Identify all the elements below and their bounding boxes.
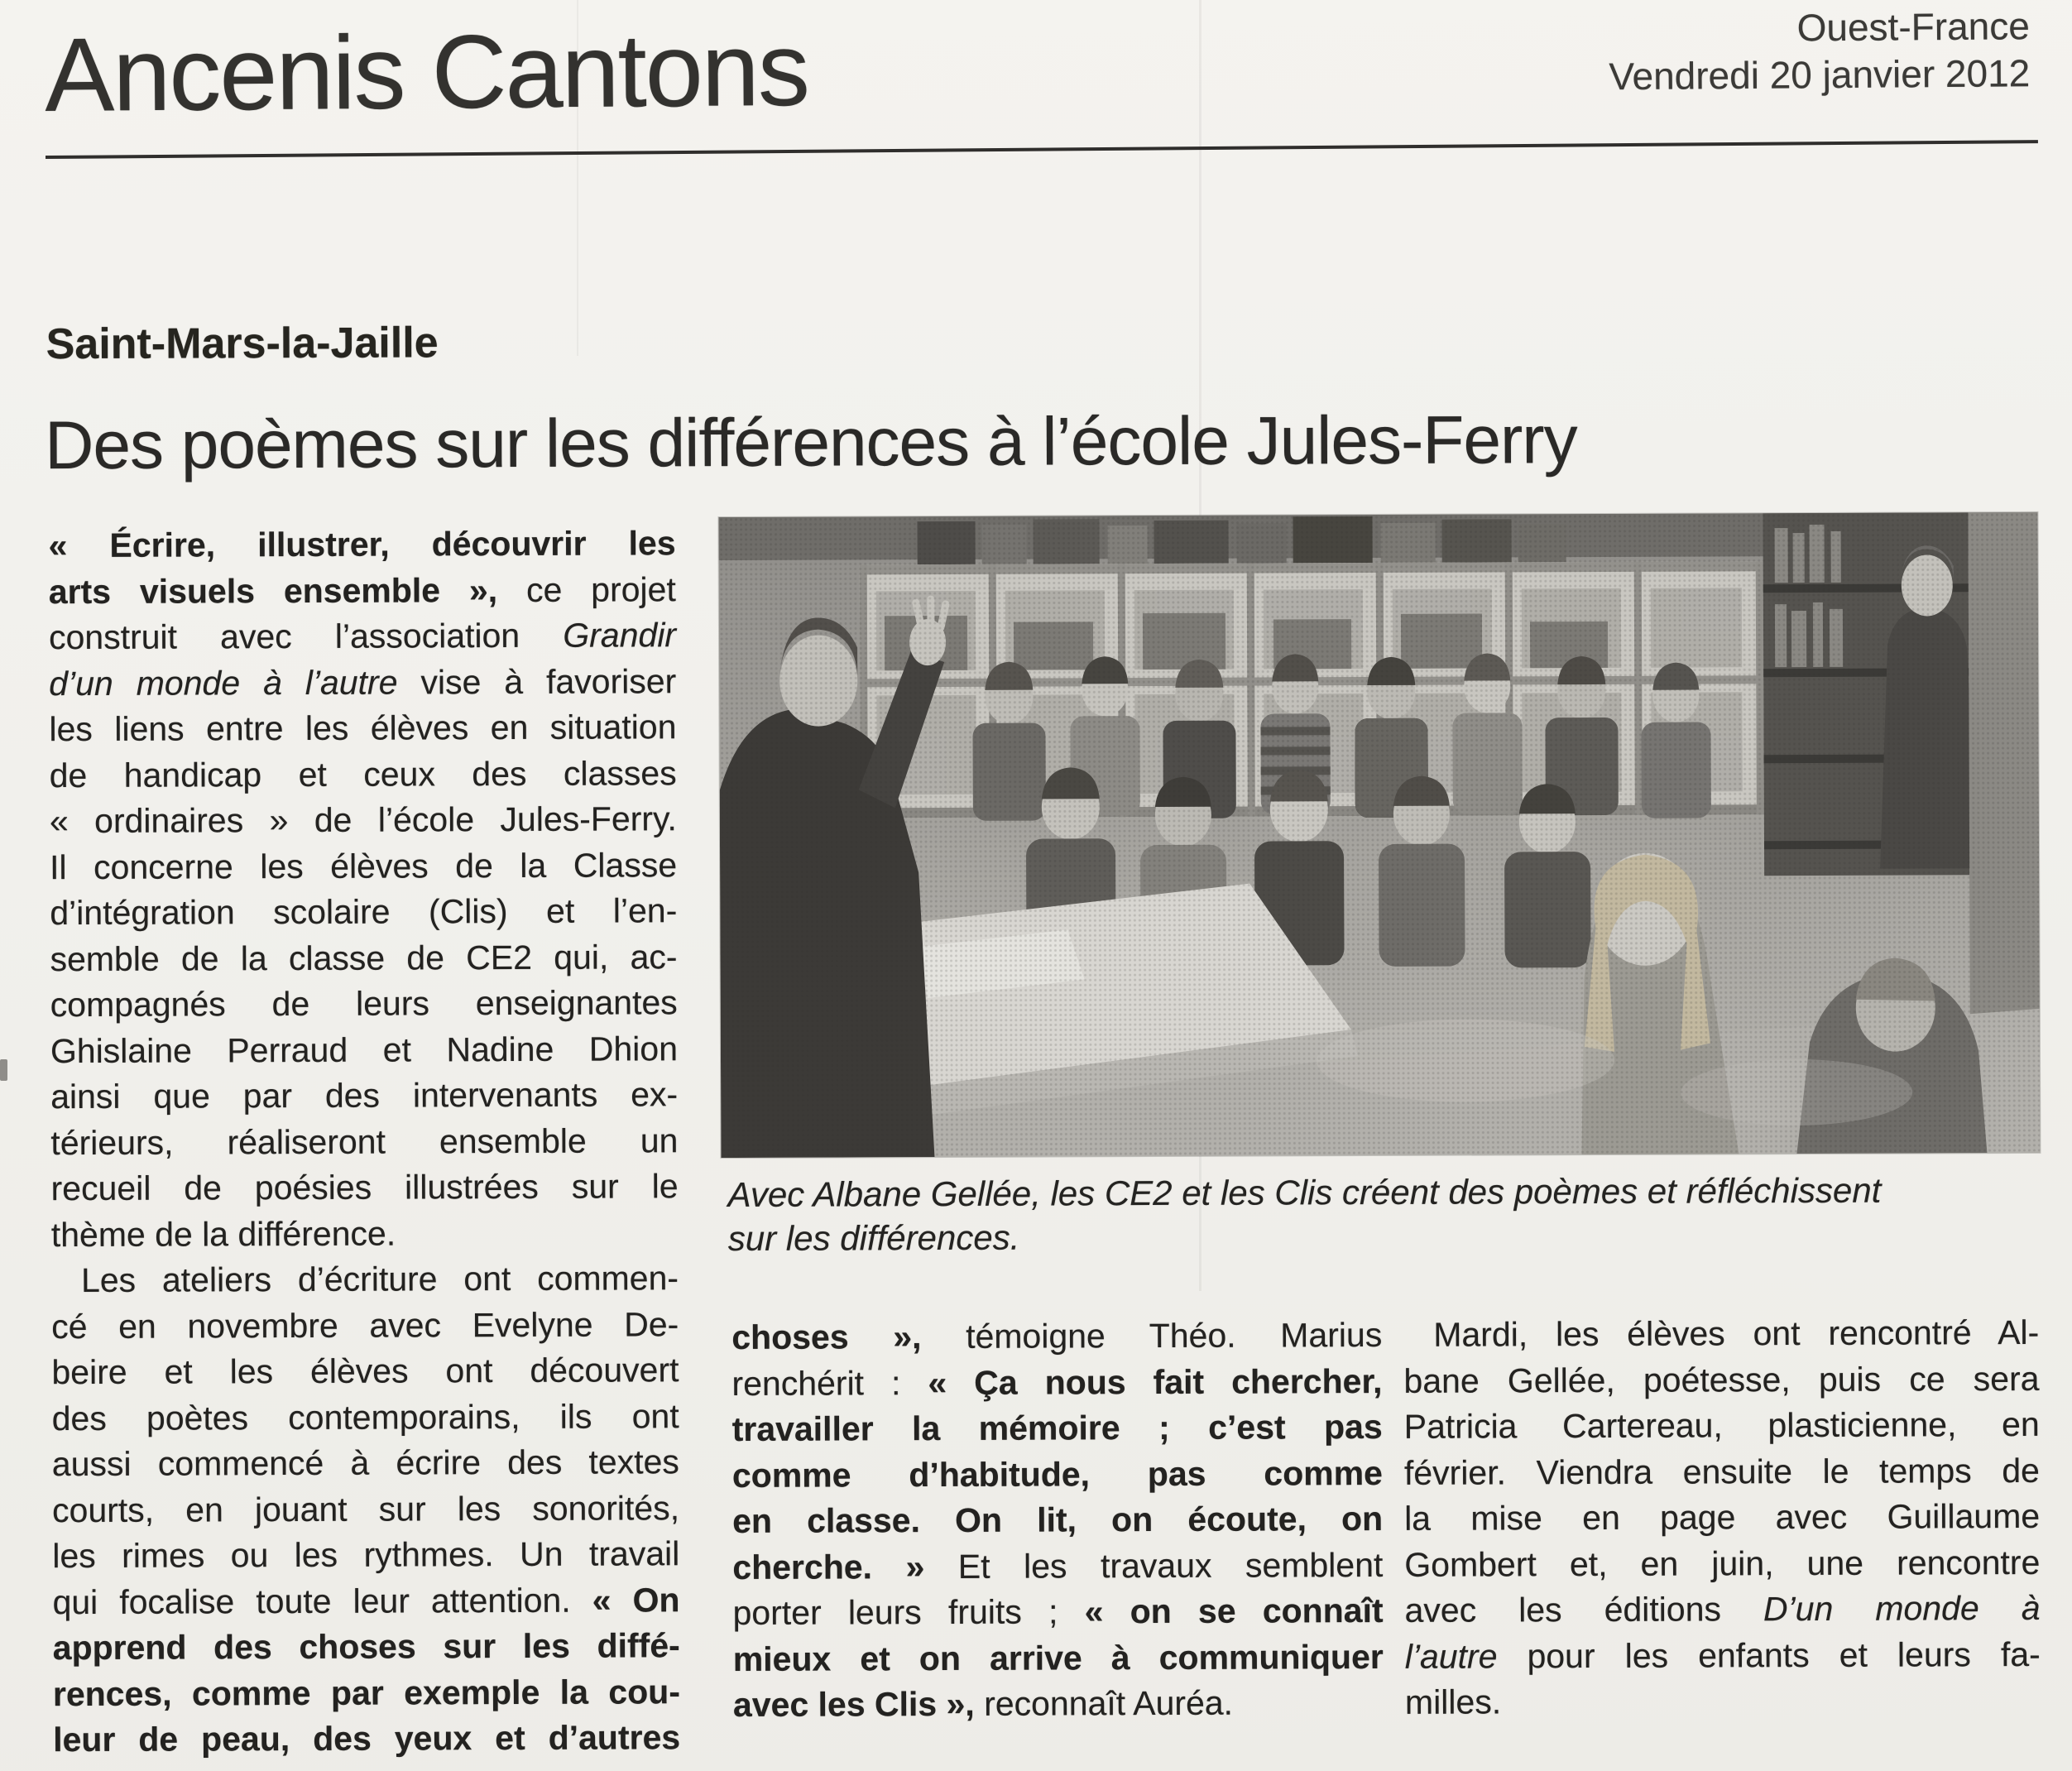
body-line: apprend des choses sur les diffé- <box>52 1626 680 1668</box>
body-line: choses », témoigne Théo. Marius <box>731 1315 1383 1356</box>
body-line: cé en novembre avec Evelyne De- <box>51 1304 679 1346</box>
body-line: des poètes contemporains, ils ont <box>51 1396 679 1437</box>
body-column-1 <box>49 521 681 1763</box>
body-line: Ghislaine Perraud et Nadine Dhion <box>50 1029 679 1070</box>
photo-caption-line: Avec Albane Gellée, les CE2 et les Clis créent des poèmes et réfléchissent <box>727 1170 1882 1215</box>
body-line: milles. <box>1404 1682 1502 1721</box>
body-line: avec les Clis », reconnaît Auréa. <box>732 1683 1234 1724</box>
body-line: en classe. On lit, on écoute, on <box>732 1499 1384 1540</box>
body-line: courts, en jouant sur les sonorités, <box>51 1488 680 1529</box>
body-line: « Écrire, illustrer, découvrir les <box>48 524 676 565</box>
body-line: février. Viendra ensuite le temps de <box>1403 1451 2041 1492</box>
body-line: mieux et on arrive à communiquer <box>732 1637 1384 1678</box>
body-line: compagnés de leurs enseignantes <box>50 983 678 1025</box>
photo-caption <box>728 1168 2039 1260</box>
body-line: Les ateliers d’écriture ont commen- <box>80 1259 679 1300</box>
body-line: arts visuels ensemble », ce projet <box>48 569 676 611</box>
body-line: leur de peau, des yeux et d’autres <box>53 1718 681 1759</box>
body-line: térieurs, réaliseront ensemble un <box>50 1121 679 1162</box>
body-line: les rimes ou les rythmes. Un travail <box>52 1534 680 1576</box>
body-line: Il concerne les élèves de la Classe <box>50 845 678 886</box>
body-line: de handicap et ceux des classes <box>49 753 677 794</box>
photo-caption-line: sur les différences. <box>727 1217 1020 1259</box>
classroom-photo-illustration <box>718 512 2040 1158</box>
body-line: l’autre pour les enfants et leurs fa- <box>1404 1634 2041 1676</box>
body-line: beire et les élèves ont découvert <box>51 1351 679 1392</box>
body-line: Mardi, les élèves ont rencontré Al- <box>1433 1313 2040 1354</box>
body-line: la mise en page avec Guillaume <box>1404 1496 2041 1538</box>
body-line: « ordinaires » de l’école Jules-Ferry. <box>49 799 677 841</box>
article-title: Des poèmes sur les différences à l’école Jules-Ferry <box>44 402 1577 484</box>
article-photo <box>718 512 2040 1158</box>
body-column-2 <box>731 1313 1384 1729</box>
body-line: renchérit : « Ça nous fait chercher, <box>731 1361 1383 1403</box>
body-line: qui focalise toute leur attention. « On <box>52 1580 680 1621</box>
body-line: Gombert et, en juin, une rencontre <box>1404 1543 2041 1584</box>
body-line: Patricia Cartereau, plasticienne, en <box>1403 1404 2040 1446</box>
body-line: cherche. » Et les travaux semblent <box>732 1545 1384 1586</box>
body-line: porter leurs fruits ; « on se connaît <box>732 1591 1384 1632</box>
body-line: les liens entre les élèves en situation <box>49 708 677 749</box>
body-line: ainsi que par des intervenants ex- <box>50 1075 679 1116</box>
article-kicker: Saint-Mars-la-Jaille <box>46 319 439 369</box>
body-column-3 <box>1403 1310 2041 1725</box>
body-line: avec les éditions D’un monde à <box>1404 1588 2041 1629</box>
body-line: comme d’habitude, pas comme <box>731 1453 1384 1495</box>
body-line: semble de la classe de CE2 qui, ac- <box>50 937 678 978</box>
body-line: aussi commencé à écrire des textes <box>51 1442 679 1484</box>
section-title: Ancenis Cantons <box>44 10 809 134</box>
body-line: construit avec l’association Grandir <box>48 616 677 657</box>
issue-date: Vendredi 20 janvier 2012 <box>1609 51 2031 98</box>
body-line: travailler la mémoire ; c’est pas <box>731 1407 1383 1448</box>
body-line: d’intégration scolaire (Clis) et l’en- <box>50 891 678 933</box>
body-line: thème de la différence. <box>50 1214 396 1254</box>
body-line: recueil de poésies illustrées sur le <box>50 1167 679 1208</box>
newspaper-name: Ouest-France <box>1796 4 2031 50</box>
body-line: d’un monde à l’autre vise à favoriser <box>49 661 677 703</box>
body-line: rences, comme par exemple la cou- <box>52 1672 681 1713</box>
body-line: bane Gellée, poétesse, puis ce sera <box>1403 1359 2040 1400</box>
